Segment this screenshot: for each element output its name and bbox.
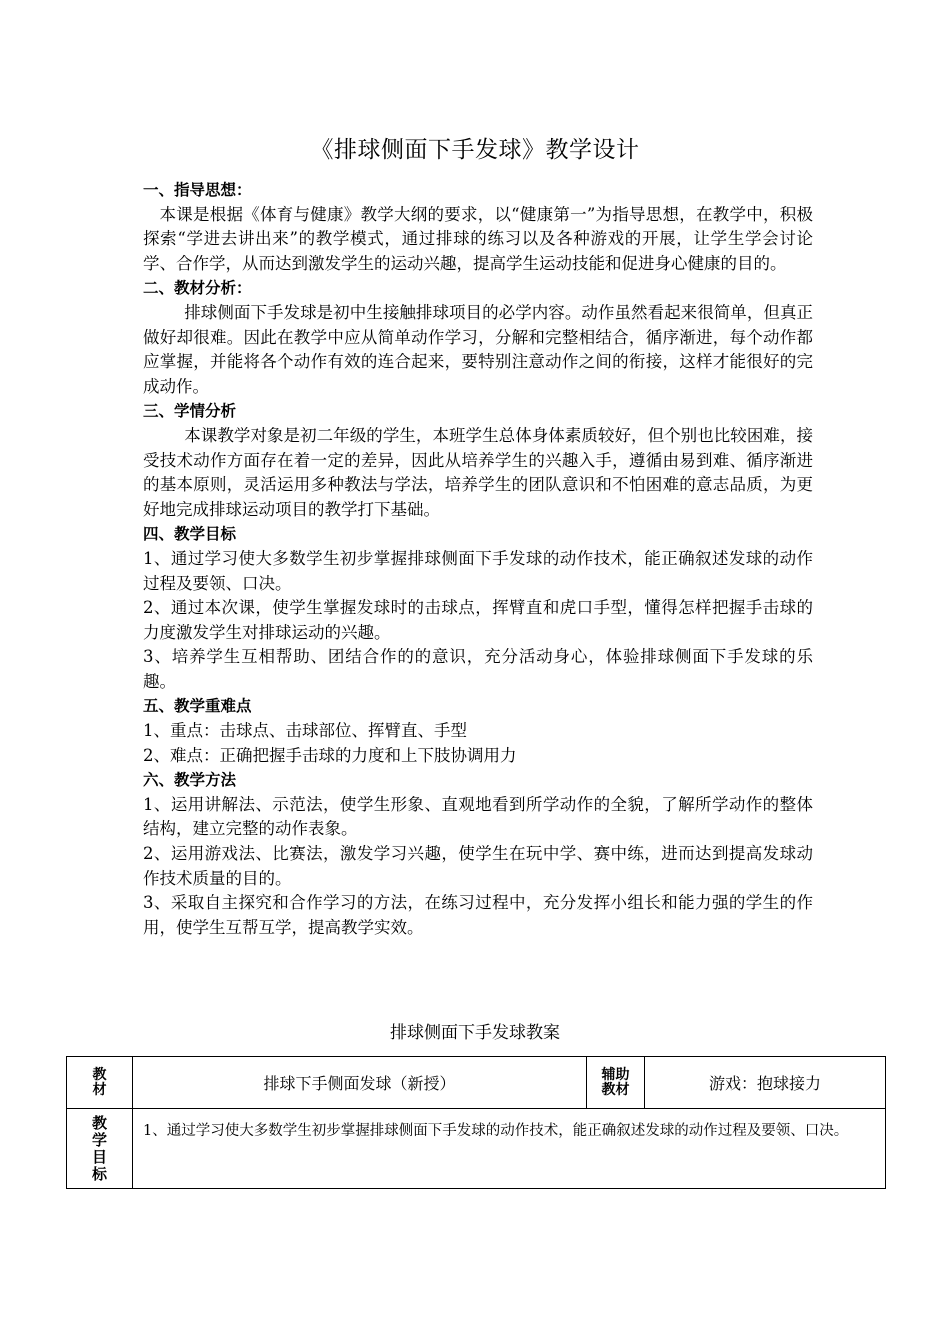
- table-cell: [67, 1109, 133, 1189]
- section-heading-guiding-ideology: 一、指导思想：: [143, 181, 252, 199]
- section-heading-key-points: 五、教学重难点: [143, 697, 252, 716]
- section-paragraph: 2、运用游戏法、比赛法，激发学习兴趣，使学生在玩中学、赛中练，进而达到提高发球动作技术质量的目的。: [143, 844, 813, 888]
- section-heading-student-analysis: 三、学情分析: [143, 402, 237, 421]
- section-paragraph: 1、运用讲解法、示范法，使学生形象、直观地看到所学动作的全貌，了解所学动作的整体结构，建立完整的动作表象。: [143, 794, 813, 839]
- section-heading-material-analysis: 二、教材分析：: [143, 279, 252, 298]
- section-paragraph: 2、通过本次课，使学生掌握发球时的击球点，挥臂直和虎口手型，懂得怎样把握手击球的力度激发学生对排球运动的兴趣。: [143, 598, 813, 642]
- section-paragraph: 1、重点：击球点、击球部位、挥臂直、手型: [143, 721, 467, 741]
- section-paragraph: 本课是根据《体育与健康》教学大纲的要求，以“健康第一”为指导思想，在教学中，积极探索“学进去讲出来”的教学模式，通过排球的练习以及各种游戏的开展，让学生学会讨论学、合作学，从而达到激发学生的运动兴趣，提高学生运动技能和促进身心健康的目的。: [143, 204, 813, 273]
- table-row: [67, 1057, 886, 1109]
- page-title: 《排球侧面下手发球》教学设计: [310, 137, 640, 163]
- section-paragraph: 3、采取自主探究和合作学习的方法，在练习过程中，充分发挥小组长和能力强的学生的作用，使学生互帮互学，提高教学实效。: [143, 893, 813, 937]
- section-paragraph: 3、培养学生互相帮助、团结合作的的意识，充分活动身心，体验排球侧面下手发球的乐趣。: [143, 647, 813, 691]
- table-cell: [67, 1057, 133, 1109]
- label-teaching-objectives: 教学目标: [91, 1113, 107, 1183]
- table-cell-objectives-value: 1、通过学习使大多数学生初步掌握排球侧面下手发球的动作技术，能正确叙述发球的动作过程及要领、口决。: [133, 1109, 886, 1189]
- section-paragraph: 1、通过学习使大多数学生初步掌握排球侧面下手发球的动作技术，能正确叙述发球的动作过程及要领、口决。: [143, 548, 813, 593]
- label-material: 教材: [92, 1066, 107, 1098]
- table-cell: [587, 1057, 645, 1109]
- design-body: [143, 178, 813, 940]
- section-heading-teaching-objectives: 四、教学目标: [143, 525, 237, 544]
- lesson-plan-table: [66, 1056, 886, 1189]
- table-row: [67, 1109, 886, 1189]
- table-cell-auxiliary-value: 游戏：抱球接力: [645, 1057, 886, 1109]
- section-heading-teaching-methods: 六、教学方法: [143, 771, 237, 790]
- section-paragraph: 排球侧面下手发球是初中生接触排球项目的必学内容。动作虽然看起来很简单，但真正做好却很难。因此在教学中应从简单动作学习，分解和完整相结合，循序渐进，每个动作都应掌握，并能将各个动作有效的连合起来，要特别注意动作之间的衔接，这样才能很好的完成动作。: [143, 302, 813, 396]
- section-paragraph: 2、难点：正确把握手击球的力度和上下肢协调用力: [143, 745, 517, 765]
- lesson-plan-title: 排球侧面下手发球教案: [390, 1023, 560, 1043]
- section-paragraph: 本课教学对象是初二年级的学生，本班学生总体身体素质较好，但个别也比较困难，接受技术动作方面存在着一定的差异，因此从培养学生的兴趣入手，遵循由易到难、循序渐进的基本原则，灵活运用多种教法与学法，培养学生的团队意识和不怕困难的意志品质，为更好地完成排球运动项目的教学打下基础。: [143, 425, 813, 519]
- label-auxiliary-material: 辅助教材: [601, 1066, 630, 1098]
- table-cell-material-value: 排球下手侧面发球（新授）: [133, 1057, 587, 1109]
